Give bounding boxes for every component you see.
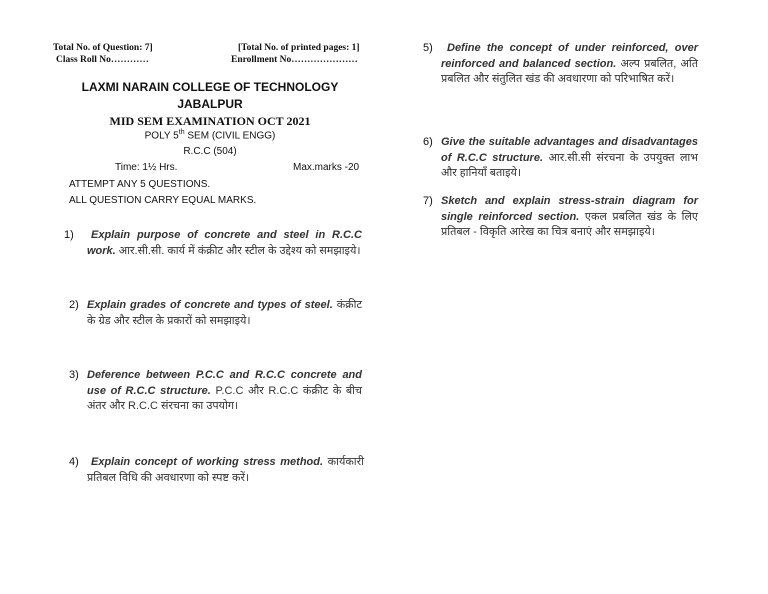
question-text (441, 135, 698, 182)
question-english: Explain purpose of concrete and steel in R.C.C work. (87, 229, 362, 257)
question-english: Give the suitable advantages and disadvantages of R.C.C structure. (441, 136, 698, 164)
question-hindi: कंक्रीट के ग्रेड और स्टील के प्रकारों को समझाइये। (87, 299, 362, 327)
question-text (441, 41, 698, 88)
question-number: 4) (69, 456, 79, 468)
question-text (87, 298, 362, 329)
question-hindi: आर.सी.सी. कार्य में कंक्रीट और स्टील के उद्देश्य को समझाइये। (118, 244, 361, 257)
exam-title: MID SEM EXAMINATION OCT 2021 (109, 114, 311, 128)
course-sup: th (178, 129, 185, 136)
course-suffix: SEM (CIVIL ENGG) (184, 130, 276, 142)
instruction-attempt: ATTEMPT ANY 5 QUESTIONS. (69, 179, 211, 190)
subject-code: R.C.C (504) (183, 146, 237, 157)
question-number: 6) (423, 136, 433, 148)
question-hindi: कार्यकारी प्रतिबल विधि की अवधारणा को स्पष्ट करें। (87, 456, 364, 484)
question-hindi: आर.सी.सी संरचना के उपयुक्त लाभ और हानियाँ बताइये। (441, 151, 698, 179)
question-text (441, 194, 698, 241)
course-line (60, 129, 360, 141)
question-english: Define the concept of under reinforced, over reinforced and balanced section. (441, 42, 698, 70)
question-english: Explain grades of concrete and types of steel. (87, 299, 333, 311)
question-number: 1) (64, 229, 74, 241)
question-hindi: एकल प्रबलित खंड के लिए प्रतिबल - विकृति आरेख का चित्र बनाएं और समझाइये। (441, 210, 698, 238)
enrollment-no: Enrollment No………………… (231, 55, 358, 65)
question-number: 3) (69, 369, 79, 381)
course-prefix: POLY 5 (144, 130, 179, 142)
question-number: 5) (423, 42, 433, 54)
question-hindi-b: R.C.C संरचना का उपयोग। (128, 400, 239, 412)
question-number: 2) (69, 299, 79, 311)
college-name: LAXMI NARAIN COLLEGE OF TECHNOLOGY (81, 80, 339, 94)
question-english: Explain concept of working stress method. (91, 456, 324, 468)
question-number: 7) (423, 195, 433, 207)
total-questions: Total No. of Question: 7] (53, 43, 153, 53)
question-text (87, 228, 362, 259)
total-pages: [Total No. of printed pages: 1] (238, 43, 360, 53)
question-text (87, 455, 364, 486)
question-hindi: अल्प प्रबलित, अति प्रबलित और संतुलित खंड की अवधारणा को परिभाषित करें। (441, 57, 698, 85)
instruction-marks: ALL QUESTION CARRY EQUAL MARKS. (69, 195, 257, 206)
question-text (87, 368, 362, 415)
question-english: Deference between P.C.C and R.C.C concrete and use of R.C.C structure. (87, 369, 362, 397)
question-english: Sketch and explain stress-strain diagram for single reinforced section. (441, 195, 698, 223)
exam-time: Time: 1½ Hrs. (115, 162, 178, 173)
question-hindi-a: P.C.C और R.C.C कंक्रीट के बीच अंतर और (87, 384, 363, 412)
class-roll-no: Class Roll No………… (56, 55, 149, 65)
max-marks: Max.marks -20 (293, 162, 360, 173)
college-city: JABALPUR (177, 97, 243, 111)
